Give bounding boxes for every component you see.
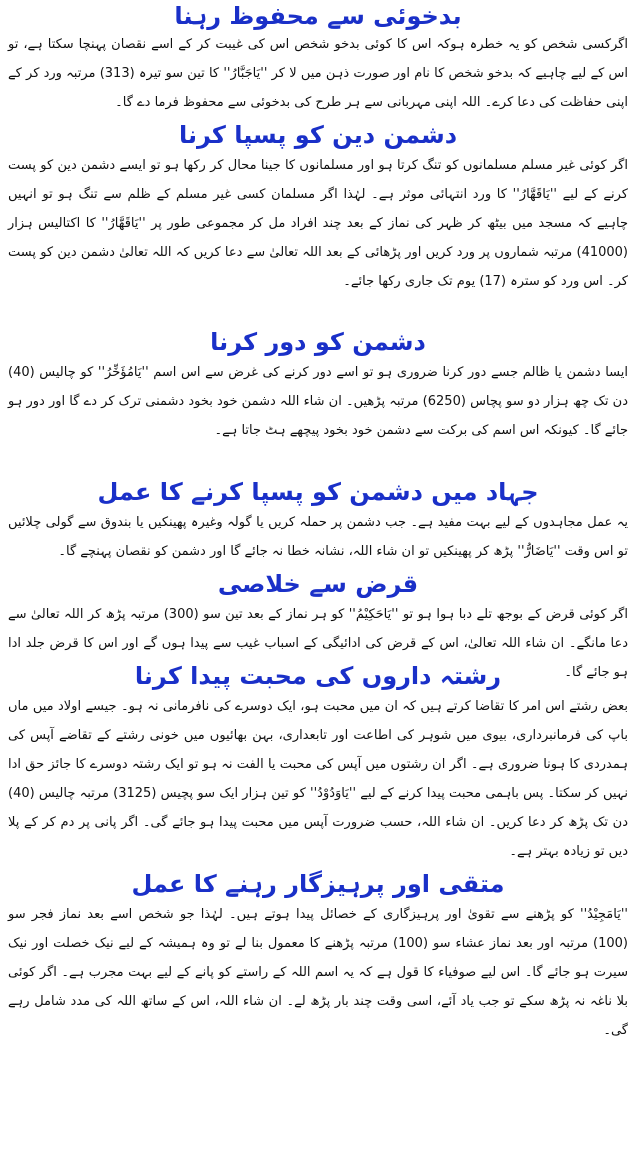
section-text: ''یَامَجِیْدُ'' کو پڑھنے سے تقویٰ اور پرہیزگاری کے خصائل پیدا ہوتے ہیں۔ لہٰذا جو شخص اسے بعد نماز فجر سو (100) مرتبہ اور بعد نماز عشاء سو (100) مرتبہ پڑھنے کا معمول بنا لے تو وہ ہمیشہ کے لیے نیک خصلت اور نیک سیرت ہو جائے گا۔ اس لیے صوفیاء کا قول ہے کہ یہ اسم اللہ کے راستے کو پانے کے لیے بہت مجرب ہے۔ اگر کوئی بلا ناغہ نہ پڑھ سکے تو جب یاد آئے، اسی وقت چند بار پڑھ لے۔ ان شاء اللہ، اس کے ساتھ اللہ کی مدد شامل رہے گی۔ [8,907,628,1038]
section-text: اگرکسی شخص کو یہ خطرہ ہوکہ اس کا کوئی بدخو شخص اس کی غیبت کر کے اسے نقصان پہنچا سکتا ہے، تو اس کے لیے چاہیے کہ بدخو شخص کا نام اور صورت ذہن میں لا کر ''یَاجَبَّارُ'' کا تین سو تیرہ (313) مرتبہ ورد کر کے اپنی حفاظت کی دعا کرے۔ اللہ اپنی مہربانی سے ہر طرح کی بدخوئی سے محفوظ فرما دے گا۔ [8,37,628,110]
section-text: اگر کوئی قرض کے بوجھ تلے دبا ہوا ہو تو ''یَاحَکِیْمُ'' کو ہر نماز کے بعد تین سو (300) مرتبہ پڑھ کر اللہ تعالیٰ سے دعا مانگے۔ ان شاء اللہ تعالیٰ، اس کے قرض کی ادائیگی کے اسباب غیب سے پیدا ہوں گے اور اس کا قرض جلد ادا ہو جائے گا۔ [8,607,628,680]
section-heading: بدخوئی سے محفوظ رہنا [174,2,462,30]
section-remove-enemy [8,326,628,476]
section-text: یہ عمل مجاہدوں کے لیے بہت مفید ہے۔ جب دشمن پر حملہ کریں یا گولہ وغیرہ پھینکیں یا بندوق سے گولی چلائیں تو اس وقت ''یَاضَارُّ'' پڑھ کر پھینکیں تو ان شاء اللہ، نشانہ خطا نہ جائے گا اور دشمن کو نقصان پہنچے گا۔ [8,515,628,559]
section-heading: رشتہ داروں کی محبت پیدا کرنا [134,662,502,690]
section-relatives-love [8,660,628,868]
section-text: بعض رشتے اس امر کا تقاضا کرتے ہیں کہ ان میں محبت ہو، ایک دوسرے کی نافرمانی نہ ہو۔ جیسے اولاد میں ماں باپ کی فرمانبرداری، بیوی میں شوہر کی اطاعت اور تابعداری، بہن بھائیوں میں خونی رشتے کے تقاضے آپس کی ہمدردی کا ہونا ضروری ہے۔ اگر ان رشتوں میں آپس کی محبت یا الفت نہ ہو تو ایک رشتہ دوسرے کا جائز حق ادا نہیں کر سکتا۔ پس باہمی محبت پیدا کرنے کے لیے ''یَاوَدُوْدُ'' کو تین ہزار ایک سو پچیس (3125) مرتبہ چالیس (40) دن تک پڑھ کر دعا کریں۔ ان شاء اللہ، حسب ضرورت آپس میں محبت پیدا ہو جائے گی۔ اگر پانی پر دم کر کے پلا دیں تو زیادہ بہتر ہے۔ [8,699,628,859]
section-jihad-repel-enemy [8,476,628,568]
section-text: اگر کوئی غیر مسلم مسلمانوں کو تنگ کرتا ہو اور مسلمانوں کا جینا محال کر رکھا ہو تو ایسے دشمن دین کو پست کرنے کے لیے ''یَاقَهَّارُ'' کا ورد انتہائی موثر ہے۔ لہٰذا اگر مسلمان کسی غیر مسلم کے ظلم سے تنگ ہو تو انہیں چاہیے کہ مسجد میں بیٹھ کر ظہر کی نماز کے بعد چند افراد مل کر مجموعی طور پر ''یَاقَهَّارُ'' کا اکتالیس ہزار (41000) مرتبہ شماروں پر ورد کریں اور پڑھائی کے بعد اللہ تعالیٰ سے دعا کریں کہ اللہ تعالیٰ دشمن دین کو پست کر۔ اس ورد کو سترہ (17) یوم تک جاری رکھا جائے۔ [8,158,628,289]
section-heading: قرض سے خلاصی [217,570,419,598]
section-heading: جہاد میں دشمن کو پسپا کرنے کا عمل [97,478,539,506]
section-heading: متقی اور پرہیزگار رہنے کا عمل [131,870,505,898]
section-heading: دشمن کو دور کرنا [210,328,426,356]
section-heading: دشمن دین کو پسپا کرنا [178,121,458,149]
section-piety-practice [8,868,628,1038]
section-repel-enemy-of-religion [8,119,628,326]
section-text: ایسا دشمن یا ظالم جسے دور کرنا ضروری ہو تو اسے دور کرنے کی غرض سے اس اسم ''یَامُؤَخِّرُ'' کو چالیس (40) دن تک چھ ہزار دو سو پچاس (6250) مرتبہ پڑھیں۔ ان شاء اللہ دشمن خود بخود دشمنی ترک کر دے گا اور دور ہو جائے گا۔ کیونکہ اس اسم کی برکت سے دشمن خود بخود پیچھے ہٹ جاتا ہے۔ [8,365,628,438]
section-protection-from-ill-temper [8,2,628,119]
